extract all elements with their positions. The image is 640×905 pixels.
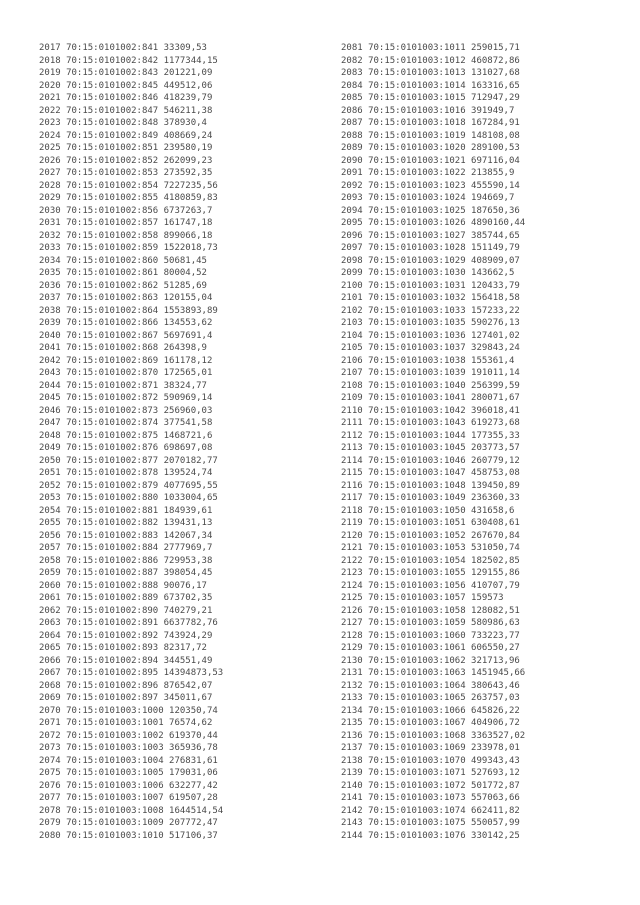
record-line: 2028 70:15:0101002:854 7227235,56	[39, 180, 218, 191]
record-line: 2124 70:15:0101003:1056 410707,79	[341, 580, 520, 591]
record-line: 2024 70:15:0101002:849 408669,24	[39, 130, 213, 141]
record-line: 2018 70:15:0101002:842 1177344,15	[39, 55, 218, 66]
record-line: 2102 70:15:0101003:1033 157233,22	[341, 305, 520, 316]
record-line: 2029 70:15:0101002:855 4180859,83	[39, 193, 218, 203]
record-line: 2098 70:15:0101003:1029 408909,07	[341, 255, 520, 266]
record-line: 2080 70:15:0101003:1010 517106,37	[39, 830, 218, 841]
record-line: 2097 70:15:0101003:1028 151149,79	[341, 243, 520, 253]
record-line: 2144 70:15:0101003:1076 330142,25	[341, 830, 520, 841]
record-line: 2062 70:15:0101002:890 740279,21	[39, 605, 213, 616]
record-line: 2021 70:15:0101002:846 418239,79	[39, 93, 213, 103]
record-line: 2085 70:15:0101003:1015 712947,29	[341, 93, 520, 103]
record-line: 2071 70:15:0101003:1001 76574,62	[39, 718, 213, 728]
record-line: 2141 70:15:0101003:1073 557063,66	[341, 793, 520, 803]
record-line: 2099 70:15:0101003:1030 143662,5	[341, 268, 515, 278]
record-line: 2041 70:15:0101002:868 264398,9	[39, 343, 207, 353]
record-line: 2049 70:15:0101002:876 698697,08	[39, 443, 213, 453]
right-column	[341, 42, 525, 842]
record-line: 2063 70:15:0101002:891 6637782,76	[39, 618, 218, 628]
record-line: 2093 70:15:0101003:1024 194669,7	[341, 193, 515, 203]
record-line: 2091 70:15:0101003:1022 213855,9	[341, 168, 515, 178]
record-line: 2123 70:15:0101003:1055 129155,86	[341, 568, 520, 578]
record-line: 2046 70:15:0101002:873 256960,03	[39, 405, 213, 416]
record-line: 2043 70:15:0101002:870 172565,01	[39, 368, 213, 378]
record-line: 2040 70:15:0101002:867 5697691,4	[39, 330, 213, 341]
record-line: 2134 70:15:0101003:1066 645826,22	[341, 705, 520, 716]
record-line: 2083 70:15:0101003:1013 131027,68	[341, 68, 520, 78]
record-line: 2117 70:15:0101003:1049 236360,33	[341, 493, 520, 503]
record-line: 2084 70:15:0101003:1014 163316,65	[341, 80, 520, 91]
record-line: 2065 70:15:0101002:893 82317,72	[39, 643, 207, 653]
record-line: 2103 70:15:0101003:1035 590276,13	[341, 318, 520, 328]
record-line: 2037 70:15:0101002:863 120155,04	[39, 293, 213, 303]
record-line: 2130 70:15:0101003:1062 321713,96	[341, 655, 520, 666]
record-line: 2135 70:15:0101003:1067 404906,72	[341, 718, 520, 728]
record-line: 2033 70:15:0101002:859 1522018,73	[39, 243, 218, 253]
record-line: 2100 70:15:0101003:1031 120433,79	[341, 280, 520, 291]
record-line: 2142 70:15:0101003:1074 662411,82	[341, 805, 520, 816]
record-line: 2073 70:15:0101003:1003 365936,78	[39, 743, 218, 753]
record-line: 2044 70:15:0101002:871 38324,77	[39, 380, 207, 391]
record-line: 2054 70:15:0101002:881 184939,61	[39, 505, 213, 516]
record-line: 2025 70:15:0101002:851 239580,19	[39, 143, 213, 153]
record-line: 2081 70:15:0101003:1011 259015,71	[341, 43, 520, 53]
record-line: 2143 70:15:0101003:1075 550057,99	[341, 818, 520, 828]
record-line: 2068 70:15:0101002:896 876542,07	[39, 680, 213, 691]
record-line: 2031 70:15:0101002:857 161747,18	[39, 218, 213, 228]
record-line: 2119 70:15:0101003:1051 630408,61	[341, 518, 520, 528]
record-line: 2017 70:15:0101002:841 33309,53	[39, 43, 207, 53]
left-column	[39, 42, 223, 842]
record-line: 2058 70:15:0101002:886 729953,38	[39, 555, 213, 566]
record-line: 2070 70:15:0101003:1000 120350,74	[39, 705, 218, 716]
record-line: 2121 70:15:0101003:1053 531050,74	[341, 543, 520, 553]
record-line: 2114 70:15:0101003:1046 260779,12	[341, 455, 520, 466]
record-line: 2066 70:15:0101002:894 344551,49	[39, 655, 213, 666]
record-line: 2060 70:15:0101002:888 90076,17	[39, 580, 207, 591]
record-line: 2129 70:15:0101003:1061 606550,27	[341, 643, 520, 653]
record-line: 2112 70:15:0101003:1044 177355,33	[341, 430, 520, 441]
record-line: 2036 70:15:0101002:862 51285,69	[39, 280, 207, 291]
record-line: 2126 70:15:0101003:1058 128082,51	[341, 605, 520, 616]
record-line: 2074 70:15:0101003:1004 276831,61	[39, 755, 218, 766]
record-line: 2096 70:15:0101003:1027 385744,65	[341, 230, 520, 241]
record-line: 2082 70:15:0101003:1012 460872,86	[341, 55, 520, 66]
record-line: 2094 70:15:0101003:1025 187650,36	[341, 205, 520, 216]
record-line: 2116 70:15:0101003:1048 139450,89	[341, 480, 520, 491]
record-line: 2088 70:15:0101003:1019 148108,08	[341, 130, 520, 141]
record-line: 2122 70:15:0101003:1054 182502,85	[341, 555, 520, 566]
record-line: 2140 70:15:0101003:1072 501772,87	[341, 780, 520, 791]
record-line: 2022 70:15:0101002:847 546211,38	[39, 105, 213, 116]
record-line: 2118 70:15:0101003:1050 431658,6	[341, 505, 515, 516]
record-line: 2030 70:15:0101002:856 6737263,7	[39, 205, 213, 216]
record-line: 2086 70:15:0101003:1016 391949,7	[341, 105, 515, 116]
record-line: 2108 70:15:0101003:1040 256399,59	[341, 380, 520, 391]
record-line: 2050 70:15:0101002:877 2070182,77	[39, 455, 218, 466]
record-line: 2132 70:15:0101003:1064 380643,46	[341, 680, 520, 691]
record-line: 2079 70:15:0101003:1009 207772,47	[39, 818, 218, 828]
record-line: 2136 70:15:0101003:1068 3363527,02	[341, 730, 526, 741]
record-line: 2120 70:15:0101003:1052 267670,84	[341, 530, 520, 541]
record-line: 2089 70:15:0101003:1020 289100,53	[341, 143, 520, 153]
record-line: 2051 70:15:0101002:878 139524,74	[39, 468, 213, 478]
record-line: 2045 70:15:0101002:872 590969,14	[39, 393, 213, 403]
record-line: 2128 70:15:0101003:1060 733223,77	[341, 630, 520, 641]
record-line: 2055 70:15:0101002:882 139431,13	[39, 518, 213, 528]
record-line: 2106 70:15:0101003:1038 155361,4	[341, 355, 515, 366]
record-line: 2131 70:15:0101003:1063 1451945,66	[341, 668, 526, 678]
record-line: 2138 70:15:0101003:1070 499343,43	[341, 755, 520, 766]
record-line: 2053 70:15:0101002:880 1033004,65	[39, 493, 218, 503]
record-line: 2061 70:15:0101002:889 673702,35	[39, 593, 213, 603]
record-line: 2104 70:15:0101003:1036 127401,02	[341, 330, 520, 341]
record-line: 2069 70:15:0101002:897 345011,67	[39, 693, 213, 703]
record-line: 2092 70:15:0101003:1023 455590,14	[341, 180, 520, 191]
record-line: 2035 70:15:0101002:861 80004,52	[39, 268, 207, 278]
record-line: 2076 70:15:0101003:1006 632277,42	[39, 780, 218, 791]
record-line: 2107 70:15:0101003:1039 191011,14	[341, 368, 520, 378]
record-line: 2019 70:15:0101002:843 201221,09	[39, 68, 213, 78]
record-line: 2056 70:15:0101002:883 142067,34	[39, 530, 213, 541]
record-line: 2077 70:15:0101003:1007 619507,28	[39, 793, 218, 803]
record-line: 2125 70:15:0101003:1057 159573	[341, 593, 504, 603]
record-line: 2110 70:15:0101003:1042 396018,41	[341, 405, 520, 416]
record-line: 2090 70:15:0101003:1021 697116,04	[341, 155, 520, 166]
record-line: 2137 70:15:0101003:1069 233978,01	[341, 743, 520, 753]
record-line: 2032 70:15:0101002:858 899066,18	[39, 230, 213, 241]
record-line: 2039 70:15:0101002:866 134553,62	[39, 318, 213, 328]
record-line: 2057 70:15:0101002:884 2777969,7	[39, 543, 213, 553]
record-line: 2113 70:15:0101003:1045 203773,57	[341, 443, 520, 453]
record-line: 2127 70:15:0101003:1059 580986,63	[341, 618, 520, 628]
record-line: 2064 70:15:0101002:892 743924,29	[39, 630, 213, 641]
record-line: 2111 70:15:0101003:1043 619273,68	[341, 418, 520, 428]
record-line: 2026 70:15:0101002:852 262099,23	[39, 155, 213, 166]
record-line: 2067 70:15:0101002:895 14394873,53	[39, 668, 224, 678]
record-line: 2020 70:15:0101002:845 449512,06	[39, 80, 213, 91]
record-line: 2087 70:15:0101003:1018 167284,91	[341, 118, 520, 128]
record-line: 2109 70:15:0101003:1041 280071,67	[341, 393, 520, 403]
record-line: 2075 70:15:0101003:1005 179031,06	[39, 768, 218, 778]
record-line: 2048 70:15:0101002:875 1468721,6	[39, 430, 213, 441]
record-line: 2105 70:15:0101003:1037 329843,24	[341, 343, 520, 353]
record-line: 2133 70:15:0101003:1065 263757,03	[341, 693, 520, 703]
record-line: 2139 70:15:0101003:1071 527693,12	[341, 768, 520, 778]
record-line: 2101 70:15:0101003:1032 156418,58	[341, 293, 520, 303]
record-line: 2023 70:15:0101002:848 378930,4	[39, 118, 207, 128]
record-line: 2078 70:15:0101003:1008 1644514,54	[39, 805, 224, 816]
record-line: 2072 70:15:0101003:1002 619370,44	[39, 730, 218, 741]
record-line: 2095 70:15:0101003:1026 4890160,44	[341, 218, 526, 228]
record-line: 2027 70:15:0101002:853 273592,35	[39, 168, 213, 178]
record-line: 2052 70:15:0101002:879 4077695,55	[39, 480, 218, 491]
record-line: 2059 70:15:0101002:887 398054,45	[39, 568, 213, 578]
record-line: 2047 70:15:0101002:874 377541,58	[39, 418, 213, 428]
record-line: 2034 70:15:0101002:860 50681,45	[39, 255, 207, 266]
record-line: 2115 70:15:0101003:1047 458753,08	[341, 468, 520, 478]
record-line: 2038 70:15:0101002:864 1553893,89	[39, 305, 218, 316]
record-line: 2042 70:15:0101002:869 161178,12	[39, 355, 213, 366]
